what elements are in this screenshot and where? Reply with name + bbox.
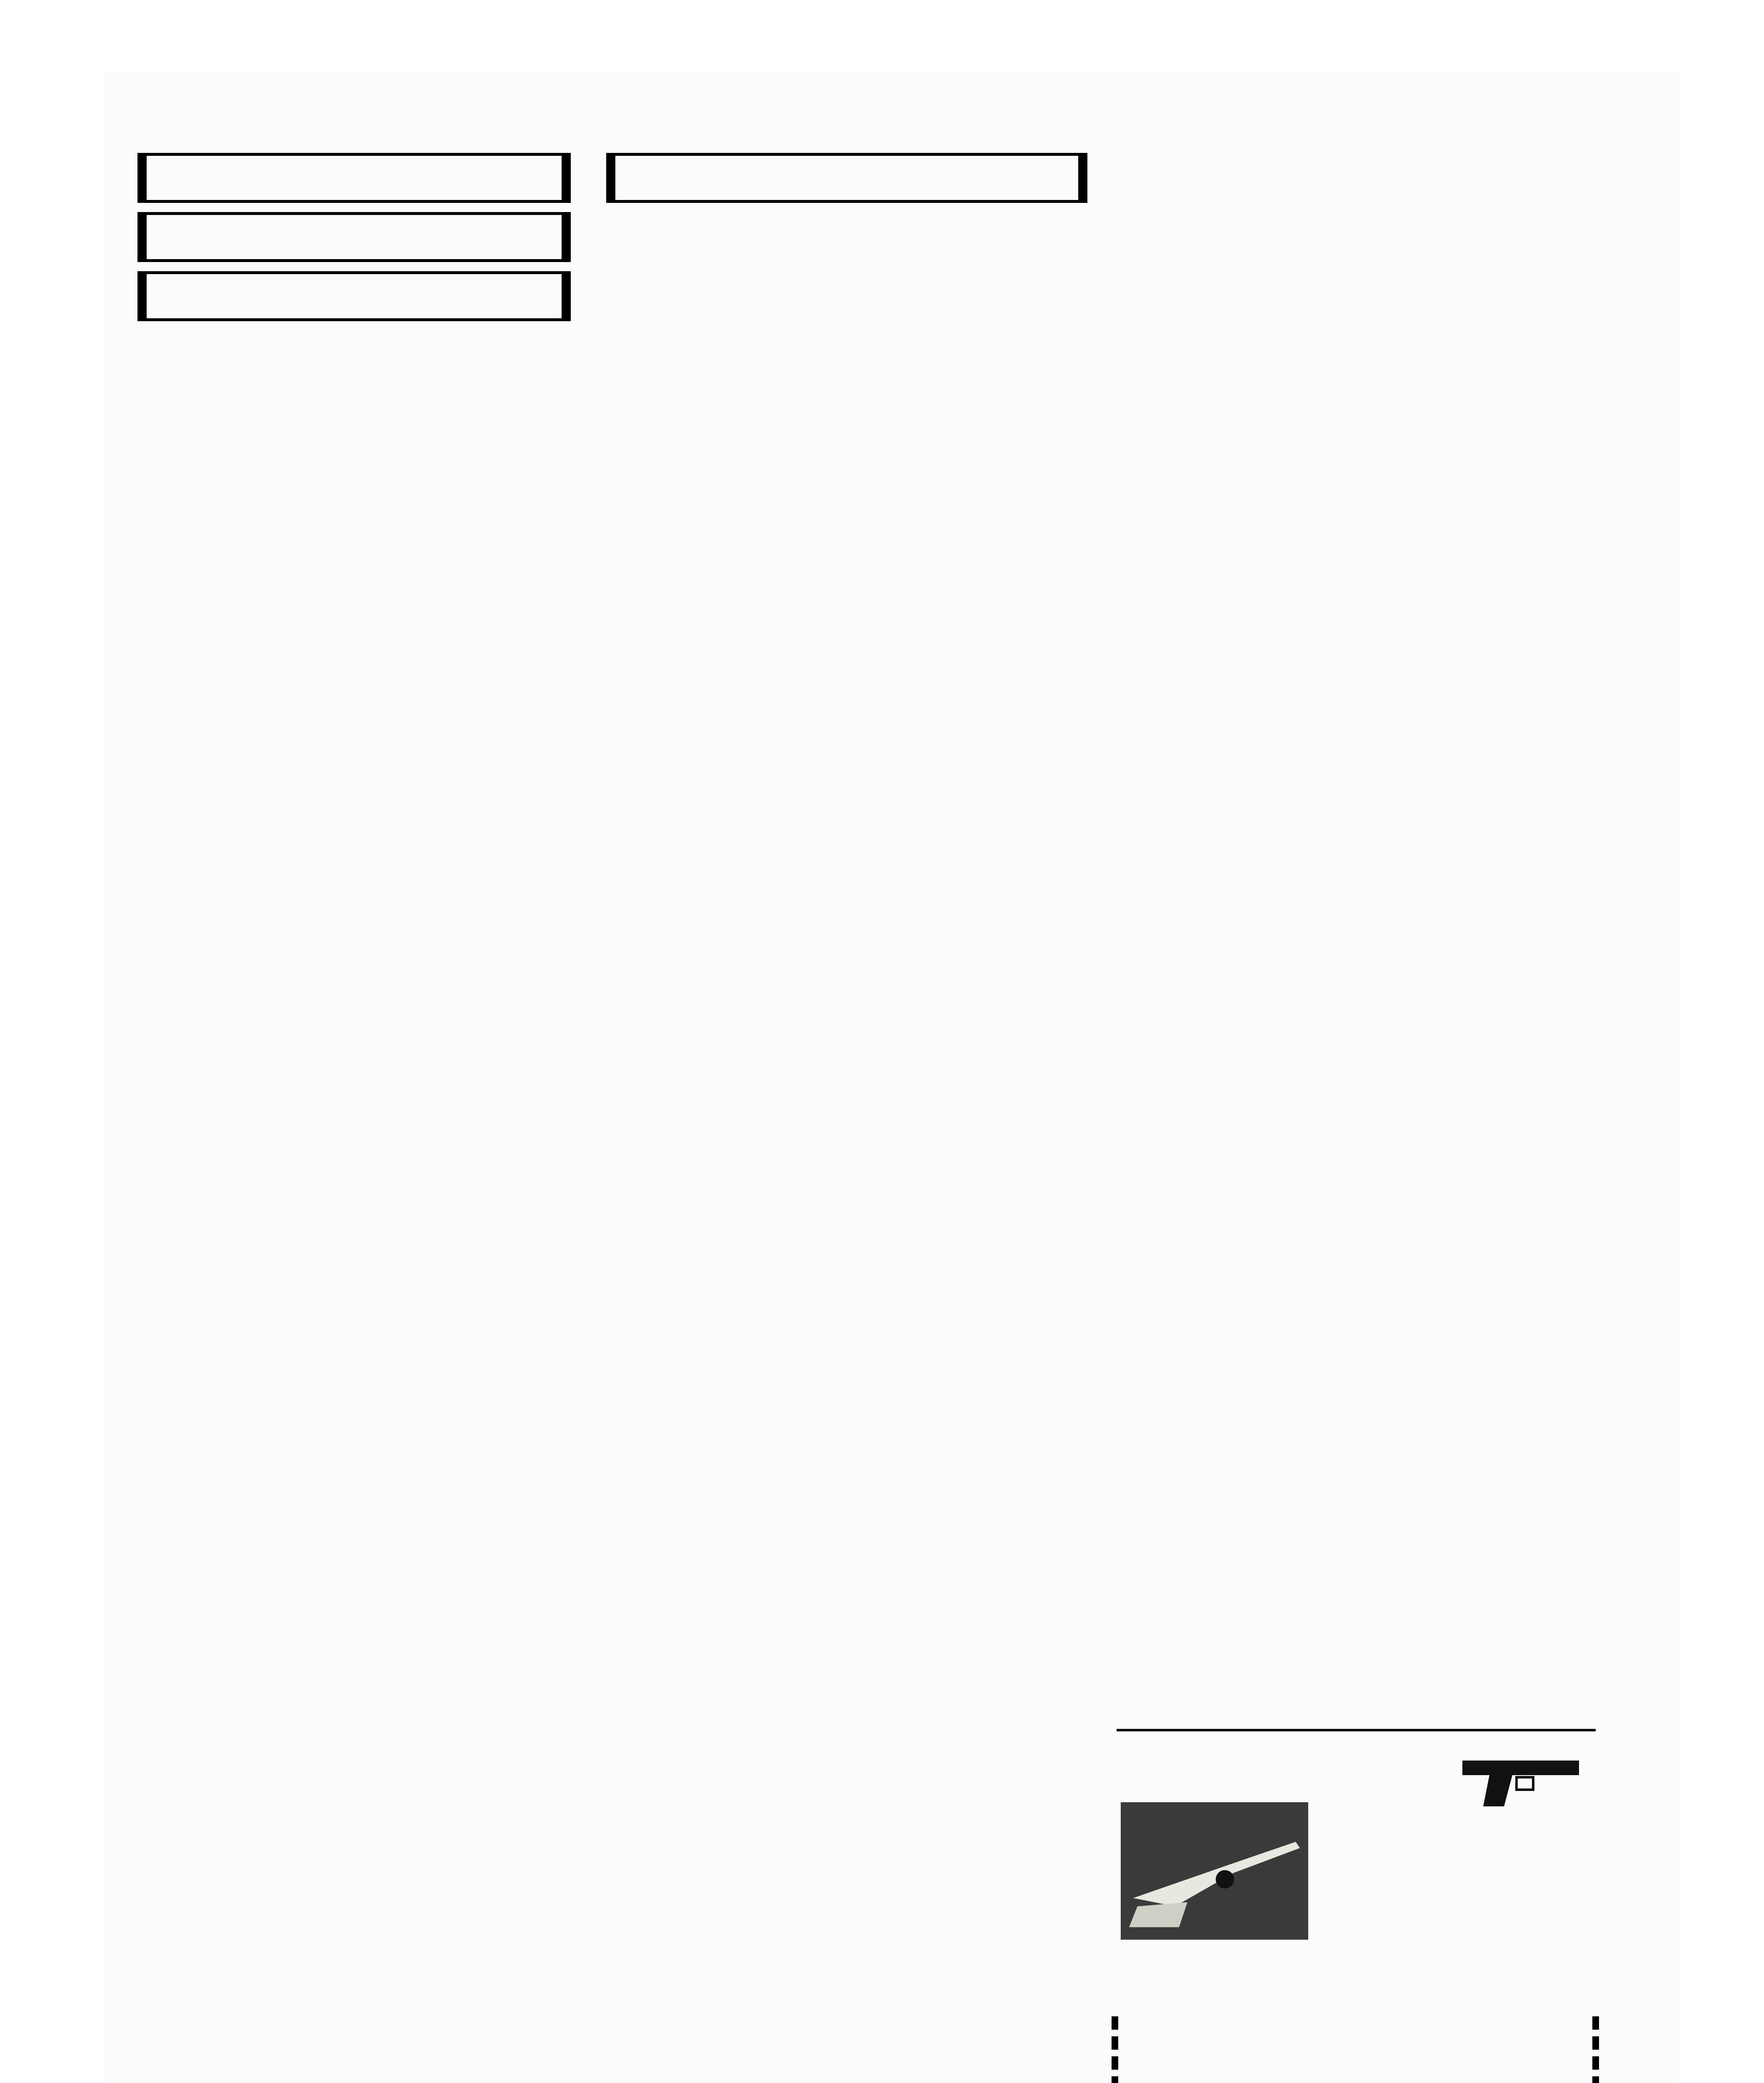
ad-slamu — [1112, 1652, 1599, 1710]
section-header-horovice — [137, 212, 571, 262]
section-header-radnice — [137, 271, 571, 321]
column-1 — [137, 144, 571, 329]
rifle-illustration — [1121, 1802, 1308, 1940]
section-header-zbirozsko — [606, 153, 1087, 203]
column-2 — [606, 144, 1087, 210]
section-header-ctenari — [137, 153, 571, 203]
ad-svobodu-restaurant — [1112, 2016, 1599, 2083]
pistol-illustration — [1454, 1752, 1587, 1815]
ad-puskarstvi — [1117, 1729, 1596, 1990]
